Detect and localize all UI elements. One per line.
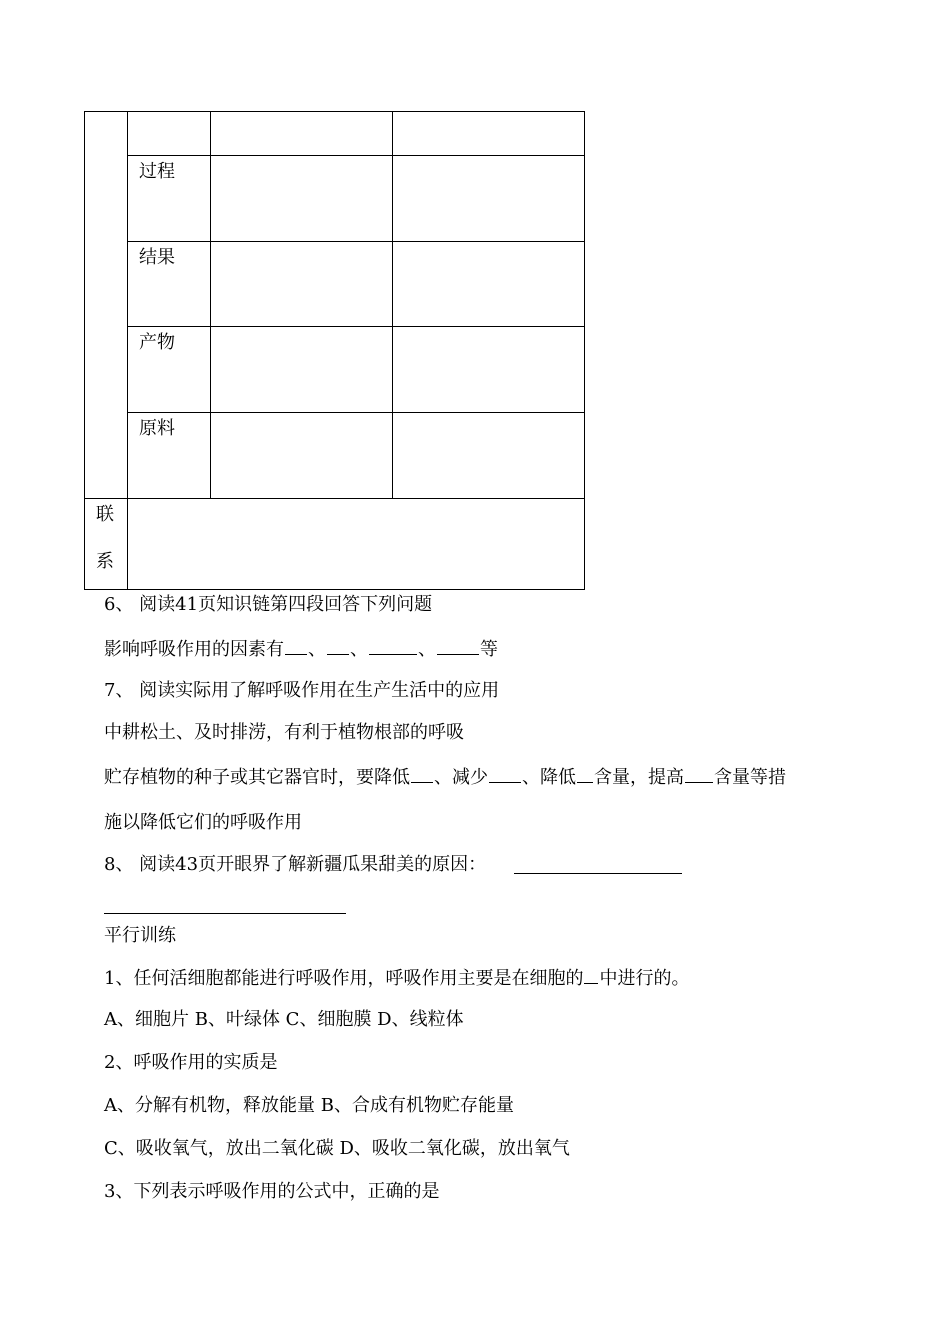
answer-blank[interactable]: [327, 636, 349, 655]
table-row-divider: [127, 241, 585, 242]
table-border-right: [584, 111, 585, 590]
practice-heading: 平行训练: [104, 925, 176, 946]
answer-blank[interactable]: [285, 636, 307, 655]
table-col-divider: [392, 111, 393, 498]
side-label-char: 系: [96, 551, 114, 572]
table-col-divider: [210, 111, 211, 498]
q6-suffix: 等: [480, 639, 498, 660]
answer-blank[interactable]: [489, 764, 521, 783]
answer-underline[interactable]: [104, 913, 346, 914]
row-label-product: 产物: [139, 332, 175, 353]
text-segment: 、降低: [522, 767, 576, 788]
separator: 、: [308, 639, 326, 660]
q8-title: 8、 阅读43页开眼界了解新疆瓜果甜美的原因：: [104, 854, 487, 875]
table-row-divider: [127, 326, 585, 327]
table-col-divider: [127, 111, 128, 590]
practice-q1: [104, 965, 689, 991]
separator: 、: [418, 639, 436, 660]
table-row-divider: [127, 412, 585, 413]
q6-prefix: 影响呼吸作用的因素有: [104, 639, 284, 660]
answer-blank[interactable]: [577, 764, 593, 783]
text-segment: 1、任何活细胞都能进行呼吸作用，呼吸作用主要是在细胞的: [104, 968, 584, 989]
answer-blank[interactable]: [411, 764, 433, 783]
practice-q2-options-1: A、分解有机物，释放能量 B、合成有机物贮存能量: [104, 1095, 514, 1116]
table-row-divider: [127, 155, 585, 156]
q7-line-2: [104, 764, 786, 790]
answer-blank[interactable]: [685, 764, 713, 783]
text-segment: 含量，提高: [594, 767, 684, 788]
table-border-left: [84, 111, 85, 590]
practice-q2-options-2: C、吸收氧气，放出二氧化碳 D、吸收二氧化碳，放出氧气: [104, 1138, 570, 1159]
separator: 、: [350, 639, 368, 660]
table-border-bottom: [84, 589, 585, 590]
table-border-top: [84, 111, 585, 112]
text-segment: 贮存植物的种子或其它器官时，要降低: [104, 767, 410, 788]
table-row-divider: [84, 498, 585, 499]
q7-line-3: 施以降低它们的呼吸作用: [104, 812, 302, 833]
q7-line-1: 中耕松土、及时排涝，有利于植物根部的呼吸: [104, 722, 464, 743]
side-label-char: 联: [96, 504, 114, 525]
answer-blank[interactable]: [584, 965, 598, 984]
q6-line: [104, 636, 498, 662]
answer-blank[interactable]: [369, 636, 417, 655]
practice-q1-options: A、细胞片 B、叶绿体 C、细胞膜 D、线粒体: [104, 1009, 464, 1030]
answer-underline[interactable]: [514, 873, 682, 874]
q6-title: 6、 阅读41页知识链第四段回答下列问题: [104, 594, 433, 615]
row-label-material: 原料: [139, 418, 175, 439]
practice-q3: 3、下列表示呼吸作用的公式中，正确的是: [104, 1181, 440, 1202]
row-label-result: 结果: [139, 247, 175, 268]
text-segment: 含量等措: [714, 767, 786, 788]
text-segment: 中进行的。: [599, 968, 690, 989]
text-segment: 、减少: [434, 767, 488, 788]
row-label-process: 过程: [139, 161, 175, 182]
q7-title: 7、 阅读实际用了解呼吸作用在生产生活中的应用: [104, 680, 500, 701]
practice-q2: 2、呼吸作用的实质是: [104, 1052, 278, 1073]
answer-blank[interactable]: [437, 636, 479, 655]
